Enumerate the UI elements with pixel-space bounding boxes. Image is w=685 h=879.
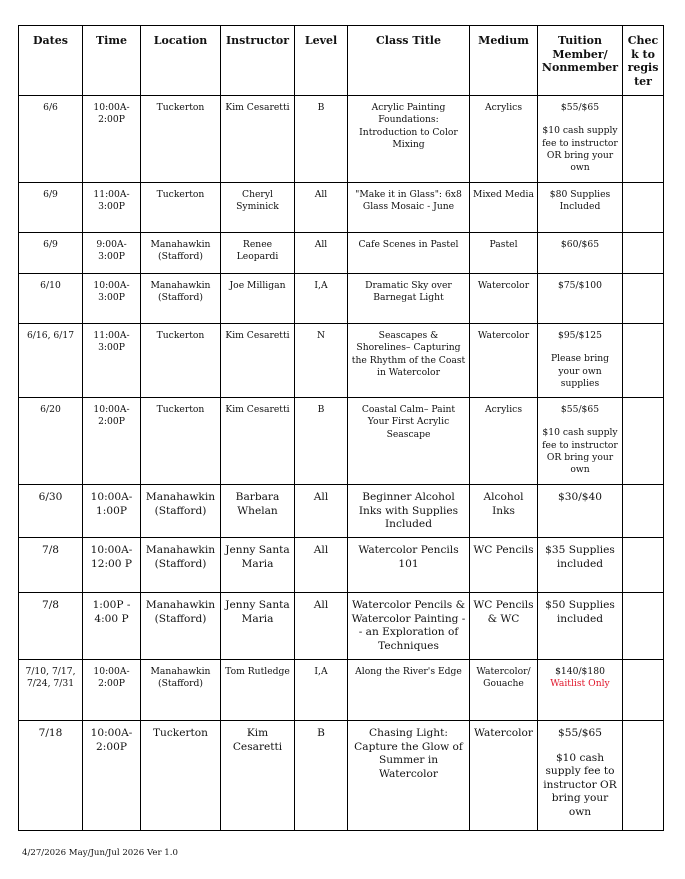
- cell-dates: [19, 538, 83, 593]
- time-text: 11:00A-3:00P: [93, 330, 130, 354]
- header-level: Level: [295, 26, 348, 96]
- cell-location: [141, 538, 221, 593]
- cell-class-title: [348, 485, 470, 538]
- spacer: [541, 741, 619, 752]
- cell-class-title: [348, 324, 470, 398]
- instructor-text: Renee Leopardi: [236, 239, 279, 263]
- table-row: [19, 183, 664, 233]
- location-text: Tuckerton: [156, 330, 205, 341]
- tuition-text: $50 Supplies included: [545, 599, 615, 625]
- time-text: 11:00A-3:00P: [93, 189, 130, 213]
- medium-text: WC Pencils: [473, 544, 534, 556]
- header-dates: Dates: [19, 26, 83, 96]
- time-text: 9:00A-3:00P: [96, 239, 127, 263]
- cell-instructor: [221, 593, 295, 660]
- instructor-text: Kim Cesaretti: [225, 404, 290, 415]
- spacer: [541, 114, 619, 125]
- tuition-text: $55/$65: [557, 727, 602, 739]
- dates-text: 7/18: [38, 727, 63, 739]
- table-row: [19, 274, 664, 324]
- class-title-text: Seascapes & Shorelines– Capturing the Rhythm of the Coast in Watercolor: [351, 330, 466, 378]
- register-checkbox-cell[interactable]: [623, 660, 664, 721]
- location-text: Manahawkin (Stafford): [150, 239, 211, 263]
- cell-medium: [470, 485, 538, 538]
- cell-instructor: [221, 485, 295, 538]
- cell-dates: [19, 485, 83, 538]
- spacer: [541, 342, 619, 353]
- dates-text: 6/9: [43, 239, 58, 250]
- cell-dates: [19, 96, 83, 183]
- register-checkbox-cell[interactable]: [623, 398, 664, 485]
- cell-location: [141, 485, 221, 538]
- cell-tuition: [538, 324, 623, 398]
- cell-tuition: [538, 485, 623, 538]
- class-title-text: Watercolor Pencils & Watercolor Painting - - an Exploration of Techniques: [351, 599, 466, 652]
- cell-level: [295, 233, 348, 274]
- cell-class-title: [348, 274, 470, 324]
- cell-dates: [19, 183, 83, 233]
- cell-location: [141, 721, 221, 831]
- cell-level: [295, 593, 348, 660]
- table-row: [19, 593, 664, 660]
- cell-time: [83, 721, 141, 831]
- class-title-text: Coastal Calm– Paint Your First Acrylic Seascape: [361, 404, 456, 440]
- register-checkbox-cell[interactable]: [623, 721, 664, 831]
- level-text: All: [313, 544, 329, 556]
- cell-medium: [470, 538, 538, 593]
- cell-class-title: [348, 398, 470, 485]
- cell-dates: [19, 324, 83, 398]
- table-row: [19, 485, 664, 538]
- medium-text: Watercolor: [473, 727, 533, 739]
- medium-text: Pastel: [489, 239, 518, 250]
- dates-text: 6/9: [43, 189, 58, 200]
- location-text: Tuckerton: [156, 404, 205, 415]
- time-text: 10:00A-2:00P: [93, 666, 130, 690]
- cell-level: [295, 660, 348, 721]
- register-checkbox-cell[interactable]: [623, 485, 664, 538]
- header-check-to-register: Chec k to regis ter: [623, 26, 664, 96]
- class-title-text: Cafe Scenes in Pastel: [358, 239, 459, 250]
- medium-text: Alcohol Inks: [483, 491, 524, 517]
- level-text: N: [316, 330, 326, 341]
- header-row: [19, 26, 664, 96]
- instructor-text: Joe Milligan: [229, 280, 286, 291]
- tuition-text: $55/$65: [560, 102, 600, 113]
- tuition-note: $10 cash supply fee to instructor OR bring your own: [542, 427, 618, 476]
- cell-class-title: [348, 96, 470, 183]
- header-time: Time: [83, 26, 141, 96]
- location-text: Tuckerton: [156, 102, 205, 113]
- instructor-text: Jenny Santa Maria: [225, 544, 290, 570]
- class-title-text: "Make it in Glass": 6x8 Glass Mosaic - June: [355, 189, 462, 213]
- cell-dates: [19, 398, 83, 485]
- cell-instructor: [221, 233, 295, 274]
- time-text: 10:00A-2:00P: [93, 404, 130, 428]
- instructor-text: Kim Cesaretti: [225, 330, 290, 341]
- location-text: Tuckerton: [156, 189, 205, 200]
- register-checkbox-cell[interactable]: [623, 324, 664, 398]
- instructor-text: Kim Cesaretti: [232, 727, 283, 753]
- cell-class-title: [348, 233, 470, 274]
- cell-time: [83, 233, 141, 274]
- instructor-text: Barbara Whelan: [235, 491, 280, 517]
- cell-time: [83, 593, 141, 660]
- table-row: [19, 96, 664, 183]
- header-location: Location: [141, 26, 221, 96]
- class-title-text: Watercolor Pencils 101: [358, 544, 459, 570]
- register-checkbox-cell[interactable]: [623, 593, 664, 660]
- instructor-text: Cheryl Syminick: [236, 189, 279, 213]
- cell-class-title: [348, 538, 470, 593]
- location-text: Manahawkin (Stafford): [145, 544, 216, 570]
- time-text: 10:00A-1:00P: [90, 491, 133, 517]
- time-text: 10:00A-3:00P: [93, 280, 130, 304]
- class-title-text: Along the River's Edge: [355, 666, 462, 677]
- cell-class-title: [348, 660, 470, 721]
- cell-tuition: [538, 274, 623, 324]
- cell-level: [295, 721, 348, 831]
- medium-text: Watercolor: [477, 280, 530, 291]
- location-text: Manahawkin (Stafford): [145, 599, 216, 625]
- class-schedule-table: [18, 25, 664, 831]
- cell-tuition: [538, 96, 623, 183]
- cell-level: [295, 324, 348, 398]
- cell-level: [295, 538, 348, 593]
- cell-time: [83, 398, 141, 485]
- cell-time: [83, 538, 141, 593]
- tuition-text: $35 Supplies included: [545, 544, 615, 570]
- instructor-text: Jenny Santa Maria: [225, 599, 290, 625]
- level-text: I,A: [314, 280, 328, 291]
- cell-time: [83, 274, 141, 324]
- level-text: B: [317, 727, 325, 739]
- header-instructor: Instructor: [221, 26, 295, 96]
- dates-text: 6/10: [40, 280, 61, 291]
- level-text: B: [317, 102, 325, 113]
- cell-dates: [19, 593, 83, 660]
- tuition-note: $10 cash supply fee to instructor OR bring your own: [543, 751, 617, 818]
- table-row: [19, 233, 664, 274]
- time-text: 10:00A-12:00 P: [90, 544, 133, 570]
- cell-location: [141, 593, 221, 660]
- medium-text: Mixed Media: [473, 189, 534, 200]
- time-text: 10:00A-2:00P: [90, 727, 133, 753]
- cell-class-title: [348, 721, 470, 831]
- header-class-title: Class Title: [348, 26, 470, 96]
- tuition-text: $75/$100: [557, 280, 602, 291]
- medium-text: Watercolor: [477, 330, 530, 341]
- cell-tuition: [538, 398, 623, 485]
- level-text: I,A: [314, 666, 328, 677]
- level-text: All: [314, 189, 328, 200]
- instructor-text: Tom Rutledge: [225, 666, 290, 677]
- cell-location: [141, 660, 221, 721]
- cell-medium: [470, 593, 538, 660]
- table-row: [19, 324, 664, 398]
- dates-text: 6/16, 6/17: [26, 330, 75, 341]
- cell-level: [295, 274, 348, 324]
- class-title-text: Beginner Alcohol Inks with Supplies Included: [358, 491, 459, 531]
- table-row: [19, 538, 664, 593]
- cell-tuition: [538, 721, 623, 831]
- location-text: Manahawkin (Stafford): [145, 491, 216, 517]
- class-title-text: Chasing Light: Capture the Glow of Summer in Watercolor: [354, 727, 463, 780]
- cell-medium: [470, 660, 538, 721]
- medium-text: Watercolor/ Gouache: [476, 666, 531, 690]
- dates-text: 6/30: [38, 491, 63, 503]
- medium-text: Acrylics: [484, 404, 523, 415]
- cell-time: [83, 660, 141, 721]
- cell-instructor: [221, 274, 295, 324]
- register-checkbox-cell[interactable]: [623, 274, 664, 324]
- cell-dates: [19, 233, 83, 274]
- cell-level: [295, 183, 348, 233]
- level-text: All: [313, 599, 329, 611]
- dates-text: 7/10, 7/17, 7/24, 7/31: [25, 666, 76, 690]
- table-row: [19, 660, 664, 721]
- cell-tuition: [538, 660, 623, 721]
- cell-instructor: [221, 324, 295, 398]
- cell-medium: [470, 274, 538, 324]
- class-title-text: Acrylic Painting Foundations: Introduction to Color Mixing: [359, 102, 458, 150]
- dates-text: 6/20: [40, 404, 61, 415]
- cell-instructor: [221, 398, 295, 485]
- cell-tuition: [538, 538, 623, 593]
- cell-medium: [470, 398, 538, 485]
- cell-dates: [19, 274, 83, 324]
- cell-tuition: [538, 593, 623, 660]
- cell-instructor: [221, 721, 295, 831]
- cell-time: [83, 324, 141, 398]
- tuition-text: $80 Supplies Included: [549, 189, 611, 213]
- tuition-text: $30/$40: [557, 491, 602, 503]
- cell-instructor: [221, 183, 295, 233]
- tuition-text: $55/$65: [560, 404, 600, 415]
- class-title-text: Dramatic Sky over Barnegat Light: [365, 280, 452, 304]
- cell-medium: [470, 233, 538, 274]
- cell-location: [141, 233, 221, 274]
- tuition-note: $10 cash supply fee to instructor OR bring your own: [542, 125, 618, 174]
- register-checkbox-cell[interactable]: [623, 183, 664, 233]
- location-text: Manahawkin (Stafford): [150, 280, 211, 304]
- cell-location: [141, 183, 221, 233]
- cell-medium: [470, 96, 538, 183]
- cell-instructor: [221, 96, 295, 183]
- cell-location: [141, 274, 221, 324]
- cell-dates: [19, 660, 83, 721]
- cell-location: [141, 398, 221, 485]
- cell-class-title: [348, 183, 470, 233]
- cell-medium: [470, 324, 538, 398]
- cell-tuition: [538, 233, 623, 274]
- spacer: [541, 416, 619, 427]
- cell-medium: [470, 721, 538, 831]
- cell-instructor: [221, 660, 295, 721]
- tuition-text: $140/$180: [555, 666, 605, 677]
- header-tuition: Tuition Member/ Nonmember: [538, 26, 623, 96]
- cell-medium: [470, 183, 538, 233]
- level-text: All: [314, 239, 328, 250]
- register-checkbox-cell[interactable]: [623, 233, 664, 274]
- cell-time: [83, 183, 141, 233]
- dates-text: 7/8: [41, 599, 60, 611]
- register-checkbox-cell[interactable]: [623, 538, 664, 593]
- cell-instructor: [221, 538, 295, 593]
- level-text: All: [313, 491, 329, 503]
- location-text: Manahawkin (Stafford): [150, 666, 211, 690]
- cell-location: [141, 324, 221, 398]
- instructor-text: Kim Cesaretti: [225, 102, 290, 113]
- cell-location: [141, 96, 221, 183]
- time-text: 1:00P - 4:00 P: [92, 599, 131, 625]
- cell-tuition: [538, 183, 623, 233]
- tuition-text: $95/$125: [557, 330, 602, 341]
- waitlist-badge: Waitlist Only: [550, 678, 610, 690]
- level-text: B: [317, 404, 325, 415]
- cell-level: [295, 398, 348, 485]
- tuition-note: Please bring your own supplies: [550, 353, 610, 389]
- cell-dates: [19, 721, 83, 831]
- cell-time: [83, 485, 141, 538]
- dates-text: 7/8: [41, 544, 60, 556]
- register-checkbox-cell[interactable]: [623, 96, 664, 183]
- cell-time: [83, 96, 141, 183]
- time-text: 10:00A-2:00P: [93, 102, 130, 126]
- dates-text: 6/6: [43, 102, 58, 113]
- tuition-text: $60/$65: [560, 239, 600, 250]
- medium-text: Acrylics: [484, 102, 523, 113]
- cell-level: [295, 485, 348, 538]
- medium-text: WC Pencils & WC: [473, 599, 534, 625]
- table-row: [19, 398, 664, 485]
- location-text: Tuckerton: [152, 727, 209, 739]
- cell-class-title: [348, 593, 470, 660]
- cell-level: [295, 96, 348, 183]
- header-medium: Medium: [470, 26, 538, 96]
- footer-version-note: 4/27/2026 May/Jun/Jul 2026 Ver 1.0: [22, 848, 178, 858]
- table-row: [19, 721, 664, 831]
